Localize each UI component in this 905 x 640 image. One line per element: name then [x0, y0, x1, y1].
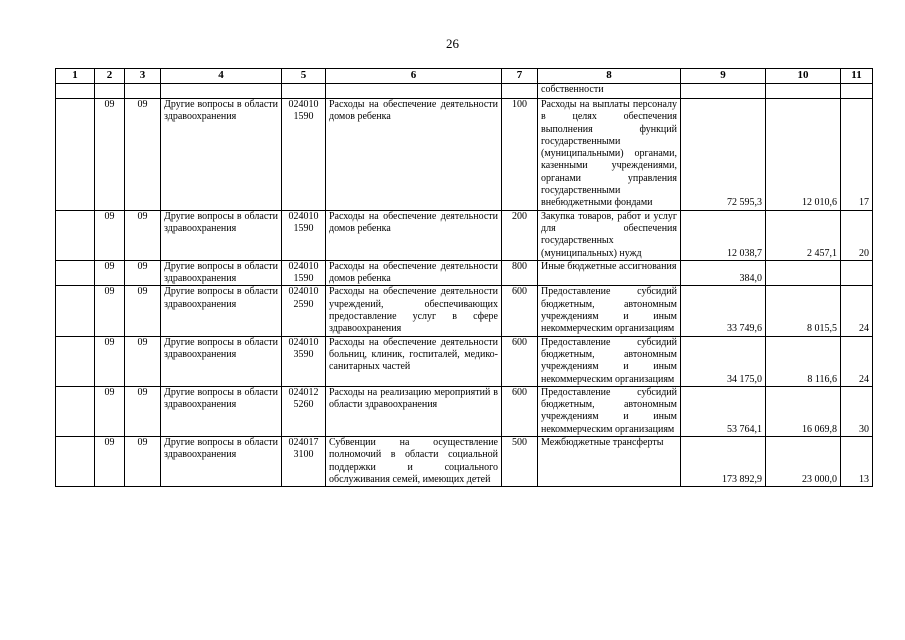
section-cell: 09 — [95, 336, 125, 386]
expense-type-code-cell: 600 — [502, 336, 538, 386]
table-row — [56, 386, 873, 436]
section-cell: 09 — [95, 437, 125, 487]
amount-cell: 72 595,3 — [681, 99, 766, 211]
expense-type-name-cell: Иные бюджетные ассигнования — [538, 260, 681, 286]
amount-cell: 33 749,6 — [681, 286, 766, 336]
article-name-cell: Расходы на обеспечение деятельности больниц, клиник, госпиталей, медико-санитарных частей — [326, 336, 502, 386]
table-row — [56, 260, 873, 286]
expense-type-code-cell: 600 — [502, 386, 538, 436]
amount-secondary-cell: 8 015,5 — [766, 286, 841, 336]
column-header: 11 — [841, 69, 873, 84]
expense-type-name-cell: Предоставление субсидий бюджетным, автономным учреждениям и иным некоммерческим организациям — [538, 286, 681, 336]
subsection-cell: 09 — [125, 286, 161, 336]
target-article-cell: 024010 1590 — [282, 260, 326, 286]
amount-secondary-cell: 23 000,0 — [766, 437, 841, 487]
cell — [161, 84, 282, 99]
article-name-cell: Субвенции на осуществление полномочий в области социальной поддержки и социального обслуживания семей, имеющих детей — [326, 437, 502, 487]
percent-cell: 20 — [841, 210, 873, 260]
cell — [681, 84, 766, 99]
section-name-cell: Другие вопросы в области здравоохранения — [161, 260, 282, 286]
expense-type-code-cell: 800 — [502, 260, 538, 286]
percent-cell — [841, 260, 873, 286]
table-header — [56, 69, 873, 84]
target-article-cell: 024012 5260 — [282, 386, 326, 436]
column-header: 9 — [681, 69, 766, 84]
expense-type-name-cell: Межбюджетные трансферты — [538, 437, 681, 487]
table-row — [56, 437, 873, 487]
table-row — [56, 99, 873, 211]
target-article-cell: 024010 2590 — [282, 286, 326, 336]
section-cell: 09 — [95, 99, 125, 211]
column-header: 4 — [161, 69, 282, 84]
column-header: 3 — [125, 69, 161, 84]
cell — [326, 84, 502, 99]
amount-secondary-cell: 16 069,8 — [766, 386, 841, 436]
section-cell: 09 — [95, 260, 125, 286]
article-name-cell: Расходы на реализацию мероприятий в области здравоохранения — [326, 386, 502, 436]
target-article-cell: 024010 1590 — [282, 99, 326, 211]
table-body — [56, 84, 873, 487]
row-index-cell — [56, 260, 95, 286]
cell — [282, 84, 326, 99]
row-index-cell — [56, 286, 95, 336]
cell — [95, 84, 125, 99]
section-name-cell: Другие вопросы в области здравоохранения — [161, 99, 282, 211]
article-name-cell: Расходы на обеспечение деятельности учреждений, обеспечивающих предоставление услуг в сфере здравоохранения — [326, 286, 502, 336]
column-header: 1 — [56, 69, 95, 84]
cell — [56, 84, 95, 99]
subsection-cell: 09 — [125, 210, 161, 260]
header-row — [56, 69, 873, 84]
section-cell: 09 — [95, 286, 125, 336]
column-header: 8 — [538, 69, 681, 84]
expense-type-code-cell: 200 — [502, 210, 538, 260]
amount-cell: 12 038,7 — [681, 210, 766, 260]
article-name-cell: Расходы на обеспечение деятельности домов ребенка — [326, 260, 502, 286]
percent-cell: 30 — [841, 386, 873, 436]
budget-table — [55, 68, 873, 487]
percent-cell: 24 — [841, 286, 873, 336]
target-article-cell: 024010 1590 — [282, 210, 326, 260]
section-cell: 09 — [95, 386, 125, 436]
target-article-cell: 024010 3590 — [282, 336, 326, 386]
article-name-cell: Расходы на обеспечение деятельности домов ребенка — [326, 99, 502, 211]
column-header: 7 — [502, 69, 538, 84]
subsection-cell: 09 — [125, 99, 161, 211]
expense-type-name-cell: Расходы на выплаты персоналу в целях обеспечения выполнения функций государственными (муниципальными) органами, казенными учреждениями, органами управления государственными внебюджетными фондами — [538, 99, 681, 211]
subsection-cell: 09 — [125, 386, 161, 436]
column-header: 2 — [95, 69, 125, 84]
expense-type-name-cell: Закупка товаров, работ и услуг для обеспечения государственных (муниципальных) нужд — [538, 210, 681, 260]
page-number: 26 — [446, 36, 459, 51]
expense-type-name-cell: Предоставление субсидий бюджетным, автономным учреждениям и иным некоммерческим организациям — [538, 386, 681, 436]
row-index-cell — [56, 210, 95, 260]
section-name-cell: Другие вопросы в области здравоохранения — [161, 286, 282, 336]
expense-type-code-cell: 500 — [502, 437, 538, 487]
amount-cell: 173 892,9 — [681, 437, 766, 487]
table-row — [56, 336, 873, 386]
continuation-row — [56, 84, 873, 99]
table-row — [56, 210, 873, 260]
row-index-cell — [56, 386, 95, 436]
continuation-text: собственности — [538, 84, 681, 99]
section-name-cell: Другие вопросы в области здравоохранения — [161, 386, 282, 436]
column-header: 10 — [766, 69, 841, 84]
amount-secondary-cell — [766, 260, 841, 286]
percent-cell: 24 — [841, 336, 873, 386]
amount-cell: 34 175,0 — [681, 336, 766, 386]
amount-secondary-cell: 8 116,6 — [766, 336, 841, 386]
section-name-cell: Другие вопросы в области здравоохранения — [161, 336, 282, 386]
cell — [841, 84, 873, 99]
expense-type-code-cell: 600 — [502, 286, 538, 336]
expense-type-code-cell: 100 — [502, 99, 538, 211]
table-row — [56, 286, 873, 336]
subsection-cell: 09 — [125, 260, 161, 286]
amount-cell: 384,0 — [681, 260, 766, 286]
amount-cell: 53 764,1 — [681, 386, 766, 436]
article-name-cell: Расходы на обеспечение деятельности домов ребенка — [326, 210, 502, 260]
column-header: 6 — [326, 69, 502, 84]
row-index-cell — [56, 437, 95, 487]
expense-type-name-cell: Предоставление субсидий бюджетным, автономным учреждениям и иным некоммерческим организациям — [538, 336, 681, 386]
section-name-cell: Другие вопросы в области здравоохранения — [161, 437, 282, 487]
row-index-cell — [56, 336, 95, 386]
row-index-cell — [56, 99, 95, 211]
cell — [125, 84, 161, 99]
cell — [766, 84, 841, 99]
subsection-cell: 09 — [125, 437, 161, 487]
amount-secondary-cell: 2 457,1 — [766, 210, 841, 260]
cell — [502, 84, 538, 99]
section-cell: 09 — [95, 210, 125, 260]
percent-cell: 13 — [841, 437, 873, 487]
column-header: 5 — [282, 69, 326, 84]
section-name-cell: Другие вопросы в области здравоохранения — [161, 210, 282, 260]
amount-secondary-cell: 12 010,6 — [766, 99, 841, 211]
percent-cell: 17 — [841, 99, 873, 211]
target-article-cell: 024017 3100 — [282, 437, 326, 487]
subsection-cell: 09 — [125, 336, 161, 386]
